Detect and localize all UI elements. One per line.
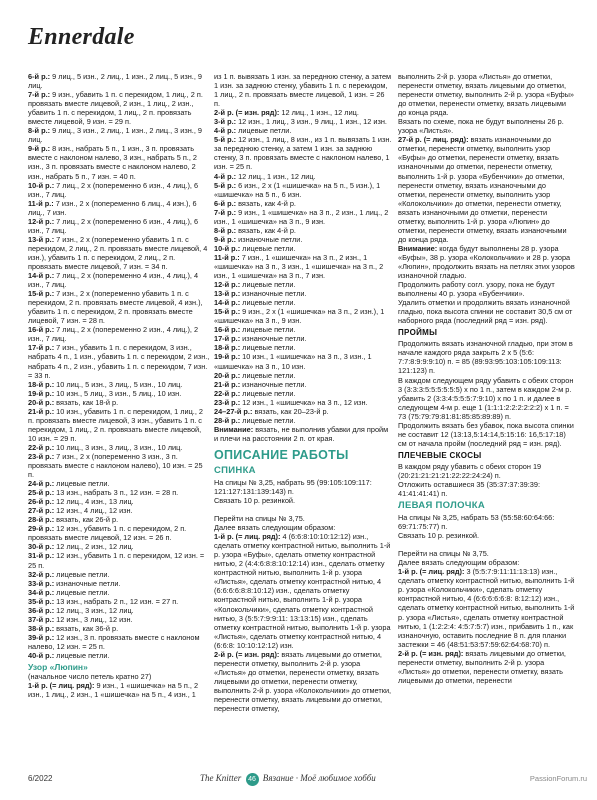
instruction-text: 9 изн., 1 «шишечка» на 5 п., 2 изн., 1 лиц., 2 изн., 1 «шишечка» на 5 п., 4 изн., 1 [28,681,199,700]
instruction-paragraph [214,226,392,235]
row-label: 12-й р.: [28,216,55,226]
row-label: 17-й р.: [28,343,55,353]
row-label: 14-й р.: [28,271,55,281]
instruction-text: 10 лиц., 3 изн., 3 лиц., 3 изн., 10 лиц. [54,442,183,452]
instruction-text: 10 изн., 1 «шишечка» на 3 п., 3 изн., 1 «шишечка» на 3 п., 10 изн. [214,352,372,371]
row-label: 16-й р.: [28,325,55,335]
row-label: 1-й р. (= лиц. ряд): [214,532,281,542]
instruction-text: 7 изн., 2 х (попеременно 6 лиц., 4 изн.), 6 лиц., 7 изн. [28,198,197,217]
row-label: 6-й р.: [28,72,51,81]
row-label: 21-й р.: [28,406,55,416]
instruction-paragraph [398,649,576,685]
row-label: 13-й р.: [28,234,55,244]
instruction-text: 13 изн., набрать 2 п., 12 изн. = 27 п. [54,596,179,606]
row-label: 21-й р.: [214,379,241,389]
instruction-text: Связать 10 р. резинкой. [398,531,480,541]
instruction-text: лицевые петли. [240,298,296,308]
instruction-paragraph [214,280,392,289]
instruction-text: 8 изн., набрать 5 п., 1 изн., 3 п. провязать вместе с наклоном налево, 3 изн., набрать 5 п., 2 изн., 3 п. провязать вместе с наклоном налево, 2 изн., набрать 5 п., 7 изн. = 40 п. [28,144,198,181]
instruction-paragraph [214,514,392,523]
row-label: 16-й р.: [214,325,241,335]
row-label: 24-й р.: [28,479,55,489]
instruction-text: когда будут выполнены 28 р. узора «Буфы», 38 р. узора «Колокольчики» и 28 р. узора «Люпин», продолжить вязать на петлях этих узоров изнаночной гладью. [398,243,575,281]
instructions-list [398,339,576,448]
page-number-badge: 46 [246,773,259,786]
instruction-paragraph [28,633,210,651]
instruction-text: 7 лиц., 2 х (попеременно 6 изн., 4 лиц.), 6 изн., 7 лиц. [28,180,199,199]
instruction-paragraph [214,289,392,298]
instruction-paragraph [398,72,576,117]
row-label: 10-й р.: [28,180,55,190]
row-label: Внимание: [398,243,438,253]
page-title: Ennerdale [28,24,135,50]
instruction-paragraph [214,135,392,171]
instruction-text: 7 изн., убавить 1 п. с перекидом, 3 изн., набрать 4 п., 1 изн., убавить 1 п. с перекидом, 2 изн., набрать 4 п., 2 изн., убавить 1 п. с перекидом, 7 изн. = 33 п. [28,343,210,380]
instruction-text: 10 изн., 5 лиц., 3 изн., 5 лиц., 10 изн. [54,388,182,398]
instruction-text: изнаночные петли. [54,578,121,588]
column-3 [398,72,576,757]
instruction-text: Продолжить вязать без убавок, пока высота спинки не составит 12 (13:13,5:14:14,5:15:16: 16,5:17:18) см от начала пройм (последний ряд = изн. ряд). [398,420,574,448]
instruction-text: В каждом следующем ряду убавить с обеих сторон 3 (3:3:3:5:5:5:5:5:5) х по 1 п., затем в каждом 2-м р. убавить 2 (3:3:4:5:5:5:7:9:10) х по 1 п. и далее в следующем 4-м р. еще 1 (1:1:1:2:2:2:2:2:2) х 1 п. = 73 (75:79:79:81:81:85:85:89:89) п. [398,375,574,421]
instruction-paragraph [28,597,210,606]
instruction-paragraph [214,532,392,650]
instruction-text: Продолжить работу согл. узору, пока не будут выполнены 40 р. узора «Бубенчики». [398,280,555,299]
row-label: 40-й р.: [28,651,55,660]
instruction-text: вязать, как 36-й р. [54,623,119,633]
instruction-text: Далее вязать следующим образом: [214,523,336,533]
row-label: 26-й р.: [28,497,55,507]
row-label: 23-й р.: [28,451,55,461]
instruction-text: 12 изн., 1 лиц., 3 изн., 9 лиц., 1 изн., 12 изн. [236,117,387,127]
column-1 [28,72,210,757]
instruction-paragraph [214,496,392,505]
row-label: 14-й р.: [214,298,241,308]
instruction-text: 12 изн., 3 п. провязать вместе с наклоном налево, 12 изн. = 25 п. [28,632,200,651]
instruction-paragraph [214,208,392,226]
instruction-paragraph [28,488,210,497]
instruction-text: лицевые петли. [240,343,296,353]
instruction-paragraph [28,452,210,479]
instruction-paragraph [28,579,210,588]
instruction-text: лицевые петли. [240,280,296,290]
instruction-paragraph [214,334,392,343]
left-front-heading: ЛЕВАЯ ПОЛОЧКА [398,500,485,512]
instruction-text: Вязать по схеме, пока не будут выполнены 26 р. узора «Листья». [398,117,564,136]
instruction-text: 7 лиц., 2 х (попеременно 4 изн., 4 лиц.), 4 изн., 7 лиц. [28,271,199,290]
magazine-footer [200,773,376,786]
paragraph-gap [398,540,576,549]
row-label: 5-й р.: [214,135,237,145]
instruction-text: изнаночные петли. [240,379,307,389]
instruction-paragraph [214,352,392,370]
instruction-text: изнаночные петли. [240,334,307,344]
row-label: 5-й р.: [214,180,237,190]
shoulders-heading: ПЛЕЧЕВЫЕ СКОСЫ [398,450,482,460]
instruction-text: лицевые петли. [240,415,296,425]
instruction-paragraph [398,280,576,298]
instruction-paragraph [214,523,392,532]
instruction-paragraph [28,570,210,579]
row-label: 11-й р.: [28,198,54,208]
row-label: 29-й р.: [28,524,55,534]
instruction-text: лицевые петли. [240,388,296,398]
row-label: 20-й р.: [214,370,241,380]
instruction-text: 10 лиц., 5 изн., 3 лиц., 5 изн., 10 лиц. [54,379,183,389]
row-label: 37-й р.: [28,614,55,624]
instruction-paragraph [28,389,210,398]
instruction-paragraph [398,339,576,375]
instruction-paragraph [28,217,210,235]
page-footer [0,768,597,792]
row-label: 22-й р.: [28,442,55,452]
instruction-text: вязать, как 26-й р. [54,515,119,525]
instruction-paragraph [214,181,392,199]
row-label: 27-й р.: [28,506,55,516]
instruction-text: 12 изн., убавить 1 п. с перекидом, 2 п. провязать вместе лицевой, 12 изн. = 26 п. [28,524,187,543]
instruction-text: вязать, как 20–23-й р. [252,406,329,416]
instruction-paragraph [28,72,210,90]
instruction-paragraph [28,651,210,660]
instruction-paragraph [214,108,392,117]
instruction-paragraph [28,343,210,379]
column-2 [214,72,392,757]
instruction-paragraph [28,90,210,126]
row-label: 34-й р.: [28,587,55,597]
instruction-paragraph [28,497,210,506]
instruction-paragraph [398,244,576,280]
row-label: 28-й р.: [214,415,241,425]
instruction-text: На спицы № 3,25, набрать 95 (99:105:109:117: 121:127:131:139:143) п. [214,477,372,496]
instruction-text: лицевые петли. [240,325,296,335]
instruction-text: лицевые петли. [54,587,110,597]
instruction-text: вязать лицевыми до отметки, перенести отметку, выполнить 2-й р. узора «Листья» до отметки, перенести отметку, вязать лицевыми до отметки, перенести отметку, выполнить 2-й р. узора «Колокольчики» до отметки, перенести отметку, вязать лицевыми до отметки, перенести отметку, [214,649,392,714]
instruction-paragraph [214,72,392,108]
instruction-paragraph [398,462,576,480]
instructions-list [214,478,392,713]
instruction-text: лицевые петли. [240,370,296,380]
pattern-lupin-heading: Узор «Люпин» [28,662,88,673]
instruction-paragraph [214,343,392,352]
instruction-paragraph [28,506,210,515]
back-heading: СПИНКА [214,464,256,476]
row-label: 20-й р.: [28,397,55,407]
row-label: 19-й р.: [28,388,55,398]
instruction-text: вязать, как 18-й р. [54,397,119,407]
instructions-list [398,513,576,685]
instruction-paragraph [398,480,576,498]
instruction-paragraph [214,478,392,496]
row-label: 12-й р.: [214,280,241,290]
instruction-text: 7 изн., 2 х (попеременно 3 изн., 3 п. провязать вместе с наклоном налево), 10 изн. = 25 п. [28,451,203,480]
instruction-text: 12 изн., 4 лиц., 12 изн. [54,506,133,516]
instruction-paragraph [214,307,392,325]
instruction-text: 7 лиц., 2 х (попеременно 6 изн., 4 лиц.), 6 изн., 7 лиц. [28,216,199,235]
instruction-text: 3 (5:5:7:9:11:11:13:13) изн., сделать отметку контрастной нитью, выполнить 1-й р. узора «Колокольчики», сделать отметку контрастной нитью, 4 (6:6:6:6:6:8: 8:12:12) изн., сделать отметку контрастной нитью, выполнить 1-й р. узора «Листья», сделать отметку контрастной нитью, 1 (1:2:2:4: 4:5:7:5:7) изн., прибавить 1 п., как изнаночную, оставить последние 8 п. для планки застежки = 46 (48:51:53:57:59:62:64:68:70) п. [398,567,575,649]
instruction-paragraph [398,421,576,448]
instruction-text: вязать лицевыми до отметки, перенести отметку, выполнить 2-й р. узора «Листья» до отметки, перенести отметку, вязать лицевыми до отметки, перенести [398,648,566,685]
instruction-text: лицевые петли. [240,243,296,253]
row-label: 2-й р. (= изн. ряд): [398,648,464,658]
instruction-text: 13 изн., набрать 3 п., 12 изн. = 28 п. [54,488,179,498]
instructions-list [28,72,210,660]
row-label: 19-й р.: [214,352,241,362]
instructions-list [214,72,392,443]
section-heading: ОПИСАНИЕ РАБОТЫ [214,447,349,462]
row-label: 10-й р.: [214,243,241,253]
row-label: 6-й р.: [214,198,237,208]
instruction-paragraph [28,606,210,615]
row-label: 36-й р.: [28,605,55,615]
instruction-text: вязать, как 4-й р. [236,198,296,208]
instruction-text: лицевые петли. [54,569,110,579]
instruction-paragraph [398,376,576,421]
row-label: 7-й р.: [214,207,237,217]
instruction-text: 7 изн., 1 «шишечка» на 3 п., 2 изн., 1 «шишечка» на 3 п., 3 изн., 1 «шишечка» на 3 п., 2 изн., 1 «шишечка» на 3 п., 7 изн. [214,252,384,281]
instructions-list [398,462,576,498]
instruction-paragraph [28,144,210,180]
instruction-text: 6 изн., 2 х (1 «шишечка» на 5 п., 5 изн.), 1 «шишечка» на 5 п., 6 изн. [214,180,381,199]
instruction-paragraph [28,672,210,681]
instruction-text: 12 лиц., 1 изн., 12 лиц. [279,108,359,118]
row-label: 8-й р.: [214,225,237,235]
row-label: 18-й р.: [28,379,55,389]
instruction-text: 10 изн., убавить 1 п. с перекидом, 1 лиц., 2 п. провязать вместе лицевой, 3 изн., убавить 1 п. с перекидом, 1 лиц., 2 п. провязать вместе лицевой, 10 изн. = 29 п. [28,406,204,443]
instruction-paragraph [398,117,576,135]
instruction-text: 9 изн., 1 «шишечка» на 3 п., 2 изн., 1 лиц., 2 изн., 1 «шишечка» на 3 п., 9 изн. [214,207,389,226]
magazine-title: The Knitter [200,773,242,783]
instruction-paragraph [214,650,392,713]
instruction-paragraph [28,515,210,524]
instructions-list [398,72,576,325]
instruction-paragraph [214,407,392,416]
armholes-heading: ПРОЙМЫ [398,328,438,338]
instruction-text: 9 изн., 2 х (1 «шишечка» на 3 п., 2 изн.), 1 «шишечка» на 3 п., 9 изн. [214,307,385,326]
instruction-paragraph [398,567,576,648]
instruction-text: Перейти на спицы № 3,75. [398,549,489,559]
instruction-paragraph [28,181,210,199]
instruction-text: 7 лиц., 2 х (попеременно 2 изн., 4 лиц.), 2 изн., 7 лиц. [28,325,199,344]
row-label: 27-й р. (= лиц. ряд): [398,135,469,145]
instruction-paragraph [28,126,210,144]
row-label: 18-й р.: [214,343,241,353]
instruction-paragraph [214,416,392,425]
instruction-paragraph [28,524,210,542]
instruction-text: На спицы № 3,25, набрать 53 (55:58:60:64:66: 69:71:75:77) п. [398,513,555,532]
instruction-paragraph [398,298,576,325]
instruction-paragraph [28,325,210,343]
instruction-text: В каждом ряду убавить с обеих сторон 19 (20:21:21:21:21:22:22:24:24) п. [398,461,542,480]
instruction-text: вязать изнаночными до отметки, перенести отметку, выполнить узор «Буфы» до отметки, перенести отметку, вязать изнаночными до отметки, перенести отметку, выполнить 1-й р. узора «Бубенчики» до отметки, перенести отметку, вязать изнаночными до отметки, перенести отметку, выполнить узор «Колокольчики» до отметки, перенести отметку, вязать изнаночными до отметки, перенести отметку, выполнить 1-й р. узора «Люпин» до отметки, перенести отметку, вязать изнаночными до конца ряда. [398,135,567,244]
instruction-text: 12 лиц., 2 изн., 12 лиц. [54,542,134,552]
instruction-paragraph [214,398,392,407]
row-label: 23-й р.: [214,397,241,407]
instruction-text: 12 лиц., 3 изн., 12 лиц. [54,605,134,615]
instruction-text: 12 изн., убавить 1 п. с перекидом, 12 изн. = 25 п. [28,551,205,570]
instruction-paragraph [28,681,210,699]
instruction-paragraph [214,371,392,380]
instruction-paragraph [28,615,210,624]
row-label: 1-й р. (= лиц. ряд): [28,681,95,691]
row-label: 9-й р.: [214,234,237,244]
instruction-paragraph [214,380,392,389]
instruction-text: 9 лиц., 5 изн., 2 лиц., 1 изн., 2 лиц., 5 изн., 9 лиц. [28,72,203,91]
instructions-list [28,672,210,699]
instruction-text: 9 лиц., 3 изн., 2 лиц., 1 изн., 2 лиц., 3 изн., 9 лиц. [28,126,203,145]
instruction-paragraph [28,380,210,389]
paragraph-gap [214,505,392,514]
row-label: 4-й р.: [214,171,237,181]
instruction-text: вязать, не выполнив убавки для пройм и плечи на расстоянии 2 п. от края. [214,424,389,443]
instruction-text: 12 изн., 1 лиц., 8 изн., из 1 п. вывязать 1 изн. за переднюю стенку, а затем 1 изн. за заднюю стенку, 3 п. провязать вместе с наклоном налево, 1 изн. = 25 п. [214,135,392,172]
instruction-text: из 1 п. вывязать 1 изн. за переднюю стенку, а затем 1 изн. за заднюю стенку, убавить 1 п. с перекидом, 1 лиц., 2 п. провязать вместе лицевой, 1 изн. = 26 п. [214,72,392,109]
instruction-text: 12 лиц., 1 изн., 12 лиц. [236,171,316,181]
instruction-text: 7 изн., 2 х (попеременно убавить 1 п. с перекидом, 2 п. провязать вместе лицевой, 4 изн.), убавить 1 п. с перекидом, 2 п. провязать вместе лицевой, 7 изн. = 28 п. [28,289,203,326]
instruction-text: выполнить 2-й р. узора «Листья» до отметки, перенести отметку, вязать лицевыми до отметки, перенести отметку, выполнить 2-й р. узора «Буфы» до отметки, перенести отметку, вязать лицевыми до конца ряда. [398,72,574,118]
instruction-text: 9 изн., убавить 1 п. с перекидом, 1 лиц., 2 п. провязать вместе лицевой, 2 изн., 1 лиц., 2 изн., убавить 1 п. с перекидом, 1 лиц., 2 п. провязать вместе лицевой, 9 изн. = 29 п. [28,90,203,127]
row-label: 2-й р. (= изн. ряд): [214,649,280,659]
instruction-paragraph [28,479,210,488]
row-label: 7-й р.: [28,90,51,100]
instruction-paragraph [398,513,576,531]
instruction-paragraph [28,588,210,597]
instruction-text: Перейти на спицы № 3,75. [214,514,305,524]
instruction-text: 7 изн., 2 х (попеременно убавить 1 п. с перекидом, 2 лиц., 2 п. провязать вместе лицевой, 4 изн.), убавить 1 п. с перекидом, 2 лиц., 2 п. провязать вместе лицевой, 7 изн. = 34 п. [28,234,208,271]
row-label: 13-й р.: [214,289,241,299]
instruction-paragraph [214,425,392,443]
instruction-text: Далее вязать следующим образом: [398,558,520,568]
instruction-paragraph [214,253,392,280]
row-label: 11-й р.: [214,252,240,262]
instruction-text: 4 (6:6:8:10:10:12:12) изн., сделать отметку контрастной нитью, выполнить 1-й р. узора «Буфы», сделать отметку контрастной нитью, 2 (4:4:6:8:8:10:12:14) изн., сделать отметку контрастной нитью, выполнить 1-й р. узора «Листья», сделать отметку контрастной нитью, 4 (6:6:6:6:8:8:10:12) изн., сделать отметку контрастной нитью, выполнить 1-й р. узора «Колокольчики», сделать отметку контрастной нитью, 3 (5:5:7:9:9:11: 13:13:15) изн., сделать отметку контрастной нитью, выполнить 1-й р. узора «Листья», сделать отметку контрастной нитью, 4 (6:6:8: 10:10:12:12) изн. [214,532,391,650]
instruction-text: 12 изн., 1 «шишечка» на 3 п., 12 изн. [240,397,368,407]
instruction-text: лицевые петли. [236,126,292,136]
instruction-text: изнаночные петли. [236,234,303,244]
instruction-paragraph [214,117,392,126]
row-label: 35-й р.: [28,596,55,606]
instruction-paragraph [28,271,210,289]
instruction-paragraph [28,235,210,271]
row-label: 24–27-й р.: [214,406,253,416]
instruction-paragraph [214,172,392,181]
instruction-text: 12 лиц., 4 изн., 13 лиц. [54,497,134,507]
instruction-paragraph [28,407,210,443]
instruction-paragraph [28,551,210,569]
instruction-text: Отложить оставшиеся 35 (35:37:37:39:39: 41:41:41:41) п. [398,479,541,499]
instruction-paragraph [28,199,210,217]
instruction-paragraph [214,126,392,135]
watermark: PassionForum.ru [529,774,587,783]
row-label: 15-й р.: [214,307,241,317]
instruction-text: 12 изн., 3 лиц., 12 изн. [54,614,133,624]
row-label: 33-й р.: [28,578,55,588]
instruction-text: вязать, как 4-й р. [236,225,296,235]
row-label: 17-й р.: [214,334,241,344]
instruction-paragraph [398,531,576,540]
row-label: 39-й р.: [28,632,55,642]
instruction-paragraph [28,443,210,452]
instruction-paragraph [28,289,210,325]
row-label: 4-й р.: [214,126,237,136]
row-label: 1-й р. (= лиц. ряд): [398,567,465,577]
row-label: 8-й р.: [28,126,51,136]
instruction-paragraph [214,298,392,307]
row-label: 30-й р.: [28,542,55,552]
instruction-text: лицевые петли. [54,479,110,489]
row-label: 22-й р.: [214,388,241,398]
issue-number: 6/2022 [28,774,53,783]
instruction-paragraph [214,199,392,208]
row-label: 2-й р. (= изн. ряд): [214,108,280,118]
instruction-paragraph [214,325,392,334]
instruction-text: Удалить отметки и продолжить вязать изнаночной гладью, пока высота спинки не составит 30,5 см от наборного ряда (последний ряд = изн. ряд). [398,298,573,326]
row-label: 32-й р.: [28,569,55,579]
instruction-paragraph [214,244,392,253]
instruction-paragraph [214,389,392,398]
instruction-paragraph [398,558,576,567]
instruction-paragraph [398,549,576,558]
instruction-paragraph [28,624,210,633]
row-label: Внимание: [214,424,254,434]
instruction-text: лицевые петли. [54,651,110,660]
instruction-text: Связать 10 р. резинкой. [214,496,296,506]
instruction-text: (начальное число петель кратно 27) [28,672,152,682]
row-label: 28-й р.: [28,515,55,525]
instruction-paragraph [398,135,576,244]
instruction-text: изнаночные петли. [240,289,307,299]
instruction-paragraph [28,542,210,551]
instruction-paragraph [28,398,210,407]
row-label: 31-й р.: [28,551,55,561]
magazine-tagline: Вязание · Моё любимое хобби [262,773,376,783]
instruction-text: Продолжить вязать изнаночной гладью, при этом в начале каждого ряда закрыть 2 х 5 (5:6: 7:7:8:9:9:9:10) п. = 85 (89:93:95:103:105:109:113: 121:123) п. [398,339,573,376]
row-label: 25-й р.: [28,488,55,498]
row-label: 9-й р.: [28,144,51,154]
instruction-paragraph [214,235,392,244]
row-label: 38-й р.: [28,623,55,633]
row-label: 3-й р.: [214,117,237,127]
row-label: 15-й р.: [28,289,55,299]
